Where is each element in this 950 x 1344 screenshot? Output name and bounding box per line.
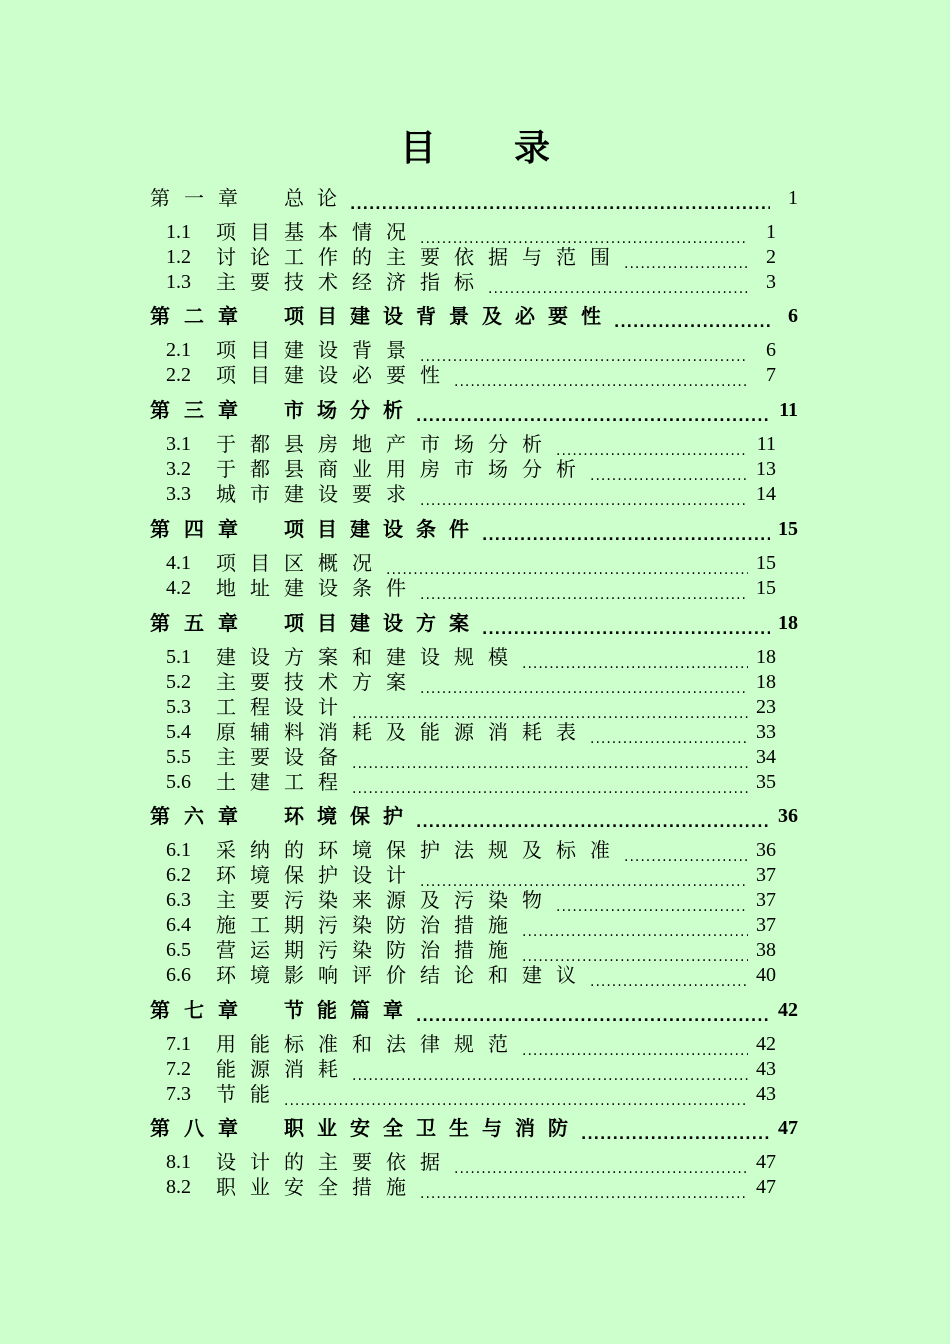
dot-leader (624, 243, 748, 271)
dot-leader (454, 1148, 748, 1176)
section-page-number: 38 (756, 939, 776, 961)
chapter-page-number: 1 (788, 187, 798, 209)
dot-leader (420, 218, 748, 246)
toc-section-entry[interactable] (166, 243, 776, 271)
toc-section-entry[interactable] (166, 1080, 776, 1108)
section-page-number: 33 (756, 721, 776, 743)
chapter-page-number: 6 (788, 305, 798, 327)
section-number: 5.3 (166, 696, 191, 718)
chapter-page-number: 11 (779, 399, 798, 421)
section-title: 节能 (216, 1082, 284, 1106)
toc-section-entry[interactable] (166, 886, 776, 914)
section-title: 项目建设必要性 (216, 363, 454, 387)
toc-section-entry[interactable] (166, 668, 776, 696)
toc-section-entry[interactable] (166, 1055, 776, 1083)
dot-leader (488, 268, 748, 296)
section-page-number: 2 (766, 246, 776, 268)
section-number: 1.1 (166, 221, 191, 243)
section-title: 建设方案和建设规模 (216, 645, 522, 669)
toc-section-entry[interactable] (166, 1173, 776, 1201)
toc-chapter-entry[interactable] (150, 302, 798, 330)
dot-leader (420, 668, 748, 696)
section-page-number: 7 (766, 364, 776, 386)
section-title: 于都县房地产市场分析 (216, 432, 556, 456)
section-page-number: 18 (756, 671, 776, 693)
dot-leader (352, 743, 748, 771)
dot-leader (522, 936, 748, 964)
chapter-page-number: 36 (778, 805, 798, 827)
section-page-number: 42 (756, 1033, 776, 1055)
section-number: 5.1 (166, 646, 191, 668)
toc-section-entry[interactable] (166, 549, 776, 577)
chapter-page-number: 18 (778, 612, 798, 634)
section-page-number: 23 (756, 696, 776, 718)
page-title (0, 124, 950, 174)
section-page-number: 37 (756, 889, 776, 911)
section-title: 项目基本情况 (216, 220, 420, 244)
section-page-number: 13 (756, 458, 776, 480)
section-page-number: 18 (756, 646, 776, 668)
toc-section-entry[interactable] (166, 361, 776, 389)
toc-section-entry[interactable] (166, 1030, 776, 1058)
section-number: 6.2 (166, 864, 191, 886)
dot-leader (420, 336, 748, 364)
toc-section-entry[interactable] (166, 1148, 776, 1176)
chapter-number: 第七章 (150, 998, 252, 1022)
dot-leader (420, 480, 748, 508)
dot-leader (522, 643, 748, 671)
section-title: 营运期污染防治措施 (216, 938, 522, 962)
section-title: 采纳的环境保护法规及标准 (216, 838, 624, 862)
toc-section-entry[interactable] (166, 455, 776, 483)
section-title: 设计的主要依据 (216, 1150, 454, 1174)
section-page-number: 15 (756, 577, 776, 599)
chapter-number: 第三章 (150, 398, 252, 422)
section-number: 8.2 (166, 1176, 191, 1198)
section-title: 地址建设条件 (216, 576, 420, 600)
dot-leader (420, 1173, 748, 1201)
section-number: 7.1 (166, 1033, 191, 1055)
dot-leader (350, 184, 770, 212)
section-number: 5.2 (166, 671, 191, 693)
toc-section-entry[interactable] (166, 574, 776, 602)
dot-leader (352, 768, 748, 796)
chapter-title: 市场分析 (284, 398, 416, 422)
section-title: 原辅料消耗及能源消耗表 (216, 720, 590, 744)
section-page-number: 36 (756, 839, 776, 861)
section-title: 环境影响评价结论和建议 (216, 963, 590, 987)
chapter-number: 第八章 (150, 1116, 252, 1140)
toc-chapter-entry[interactable] (150, 1114, 798, 1142)
dot-leader (386, 549, 748, 577)
section-title: 主要技术方案 (216, 670, 420, 694)
section-number: 7.3 (166, 1083, 191, 1105)
chapter-number: 第一章 (150, 186, 252, 210)
toc-section-entry[interactable] (166, 480, 776, 508)
section-number: 5.4 (166, 721, 191, 743)
toc-chapter-entry[interactable] (150, 996, 798, 1024)
section-title: 城市建设要求 (216, 482, 420, 506)
dot-leader (522, 1030, 748, 1058)
toc-section-entry[interactable] (166, 961, 776, 989)
dot-leader (352, 1055, 748, 1083)
dot-leader (624, 836, 748, 864)
chapter-number: 第二章 (150, 304, 252, 328)
section-number: 6.1 (166, 839, 191, 861)
toc-section-entry[interactable] (166, 836, 776, 864)
section-page-number: 34 (756, 746, 776, 768)
dot-leader (416, 996, 770, 1024)
chapter-title: 总论 (284, 186, 350, 210)
dot-leader (416, 396, 770, 424)
section-title: 能源消耗 (216, 1057, 352, 1081)
section-number: 8.1 (166, 1151, 191, 1173)
section-page-number: 14 (756, 483, 776, 505)
dot-leader (454, 361, 748, 389)
toc-chapter-entry[interactable] (150, 609, 798, 637)
section-number: 3.3 (166, 483, 191, 505)
dot-leader (614, 302, 770, 330)
toc-chapter-entry[interactable] (150, 184, 798, 212)
chapter-title: 环境保护 (284, 804, 416, 828)
section-number: 6.5 (166, 939, 191, 961)
section-number: 1.3 (166, 271, 191, 293)
dot-leader (581, 1114, 770, 1142)
section-page-number: 3 (766, 271, 776, 293)
section-title: 施工期污染防治措施 (216, 913, 522, 937)
section-title: 工程设计 (216, 695, 352, 719)
section-page-number: 15 (756, 552, 776, 574)
section-title: 环境保护设计 (216, 863, 420, 887)
dot-leader (420, 861, 748, 889)
dot-leader (482, 609, 770, 637)
toc-chapter-entry[interactable] (150, 396, 798, 424)
section-page-number: 37 (756, 914, 776, 936)
section-number: 3.1 (166, 433, 191, 455)
section-number: 7.2 (166, 1058, 191, 1080)
toc-section-entry[interactable] (166, 768, 776, 796)
section-number: 5.6 (166, 771, 191, 793)
chapter-number: 第六章 (150, 804, 252, 828)
section-page-number: 1 (766, 221, 776, 243)
section-title: 用能标准和法律规范 (216, 1032, 522, 1056)
chapter-title: 项目建设背景及必要性 (284, 304, 614, 328)
toc-section-entry[interactable] (166, 336, 776, 364)
toc-section-entry[interactable] (166, 268, 776, 296)
chapter-title: 节能篇章 (284, 998, 416, 1022)
dot-leader (352, 693, 748, 721)
toc-section-entry[interactable] (166, 936, 776, 964)
section-page-number: 43 (756, 1083, 776, 1105)
section-number: 6.4 (166, 914, 191, 936)
toc-section-entry[interactable] (166, 218, 776, 246)
chapter-title: 项目建设方案 (284, 611, 482, 635)
section-number: 4.1 (166, 552, 191, 574)
section-number: 6.6 (166, 964, 191, 986)
dot-leader (590, 718, 748, 746)
toc-section-entry[interactable] (166, 743, 776, 771)
dot-leader (284, 1080, 748, 1108)
dot-leader (590, 961, 748, 989)
toc-section-entry[interactable] (166, 430, 776, 458)
section-title: 主要污染来源及污染物 (216, 888, 556, 912)
dot-leader (420, 574, 748, 602)
toc-section-entry[interactable] (166, 693, 776, 721)
section-page-number: 47 (756, 1176, 776, 1198)
section-page-number: 40 (756, 964, 776, 986)
title-char-2: 录 (514, 128, 551, 169)
dot-leader (556, 886, 748, 914)
section-title: 讨论工作的主要依据与范围 (216, 245, 624, 269)
chapter-page-number: 15 (778, 518, 798, 540)
chapter-title: 项目建设条件 (284, 517, 482, 541)
section-title: 土建工程 (216, 770, 352, 794)
section-page-number: 35 (756, 771, 776, 793)
section-number: 1.2 (166, 246, 191, 268)
chapter-number: 第五章 (150, 611, 252, 635)
toc-chapter-entry[interactable] (150, 515, 798, 543)
section-number: 2.2 (166, 364, 191, 386)
section-number: 5.5 (166, 746, 191, 768)
section-title: 于都县商业用房市场分析 (216, 457, 590, 481)
section-page-number: 37 (756, 864, 776, 886)
chapter-page-number: 47 (778, 1117, 798, 1139)
section-page-number: 6 (766, 339, 776, 361)
toc-section-entry[interactable] (166, 911, 776, 939)
section-title: 主要技术经济指标 (216, 270, 488, 294)
chapter-title: 职业安全卫生与消防 (284, 1116, 581, 1140)
section-number: 6.3 (166, 889, 191, 911)
section-title: 项目建设背景 (216, 338, 420, 362)
dot-leader (556, 430, 748, 458)
section-page-number: 43 (756, 1058, 776, 1080)
toc-section-entry[interactable] (166, 861, 776, 889)
dot-leader (416, 802, 770, 830)
section-title: 主要设备 (216, 745, 352, 769)
section-number: 4.2 (166, 577, 191, 599)
title-char-1: 目 (399, 128, 436, 169)
section-number: 2.1 (166, 339, 191, 361)
dot-leader (482, 515, 770, 543)
section-number: 3.2 (166, 458, 191, 480)
section-title: 职业安全措施 (216, 1175, 420, 1199)
section-page-number: 47 (756, 1151, 776, 1173)
chapter-page-number: 42 (778, 999, 798, 1021)
section-title: 项目区概况 (216, 551, 386, 575)
toc-section-entry[interactable] (166, 718, 776, 746)
chapter-number: 第四章 (150, 517, 252, 541)
section-page-number: 11 (756, 433, 776, 455)
toc-section-entry[interactable] (166, 643, 776, 671)
dot-leader (522, 911, 748, 939)
toc-chapter-entry[interactable] (150, 802, 798, 830)
dot-leader (590, 455, 748, 483)
